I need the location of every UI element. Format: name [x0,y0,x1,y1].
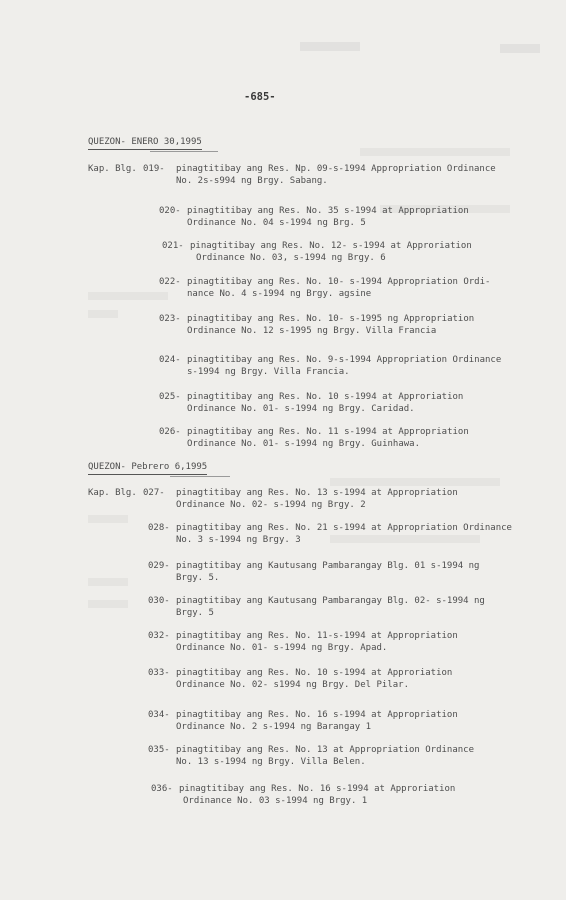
entry-number: 029- [148,561,170,571]
entry-line-1: pinagtitibay ang Res. No. 16 s-1994 at Approriation [179,784,456,794]
entry-number: 024- [159,355,181,365]
entry-number: 022- [159,277,181,287]
entry-number: 026- [159,427,181,437]
entry-line-1: pinagtitibay ang Kautusang Pambarangay Blg. 01 s-1994 ng [176,561,480,571]
entry-line-1: pinagtitibay ang Res. No. 16 s-1994 at Appropriation [176,710,458,720]
resolution-entry [148,709,560,735]
resolution-entry [159,276,559,302]
entry-number: 020- [159,206,181,216]
entry-line-2: Ordinance No. 03, s-1994 ng Brgy. 6 [196,253,386,263]
entry-number: 028- [148,523,170,533]
entry-line-1: pinagtitibay ang Res. No. 10- s-1994 Appropriation Ordi- [187,277,491,287]
entry-line-1: pinagtitibay ang Res. No. 13 s-1994 at Appropriation [176,488,458,498]
entry-number: 025- [159,392,181,402]
entry-number: 030- [148,596,170,606]
resolution-entry [159,426,559,452]
resolution-entry [148,744,560,770]
entry-number: 021- [162,241,184,251]
resolution-entry [162,240,562,266]
resolution-entry [159,391,559,417]
entry-prefix: Kap. Blg. [88,488,137,498]
entry-line-2: Brgy. 5 [176,608,214,618]
entry-line-1: pinagtitibay ang Res. No. 9-s-1994 Appropriation Ordinance [187,355,502,365]
resolution-entry [88,487,558,513]
resolution-entry [148,667,560,693]
entry-line-2: Ordinance No. 03 s-1994 ng Brgy. 1 [183,796,368,806]
resolution-entry [148,595,560,621]
entry-line-2: Ordinance No. 01- s-1994 ng Brgy. Caridad. [187,404,415,414]
entry-line-1: pinagtitibay ang Res. No. 10 s-1994 at Approriation [176,668,453,678]
entry-line-1: pinagtitibay ang Res. No. 11-s-1994 at Appropriation [176,631,458,641]
entry-line-2: Ordinance No. 01- s-1994 ng Brgy. Apad. [176,643,388,653]
entry-line-2: Ordinance No. 02- s1994 ng Brgy. Del Pilar. [176,680,409,690]
resolution-entry [148,560,560,586]
entry-line-2: Ordinance No. 04 s-1994 ng Brg. 5 [187,218,366,228]
resolution-entry [148,522,560,548]
entry-number: 019- [143,164,165,174]
entry-line-2: No. 3 s-1994 ng Brgy. 3 [176,535,301,545]
heading-underline-extension [150,151,218,152]
entry-prefix: Kap. Blg. [88,164,137,174]
section-heading-enero: QUEZON- ENERO 30,1995 [88,137,202,150]
entry-number: 032- [148,631,170,641]
entry-number: 034- [148,710,170,720]
entry-number: 036- [151,784,173,794]
entry-line-1: pinagtitibay ang Res. No. 10 s-1994 at Approriation [187,392,464,402]
entry-line-2: No. 13 s-1994 ng Brgy. Villa Belen. [176,757,366,767]
entry-line-1: pinagtitibay ang Res. No. 10- s-1995 ng Appropriation [187,314,475,324]
entry-line-2: nance No. 4 s-1994 ng Brgy. agsine [187,289,372,299]
entry-line-2: Ordinance No. 01- s-1994 ng Brgy. Guinhawa. [187,439,420,449]
entry-line-2: Brgy. 5. [176,573,220,583]
entry-line-1: pinagtitibay ang Res. No. 21 s-1994 at Appropriation Ordinance [176,523,512,533]
entry-number: 035- [148,745,170,755]
resolution-entry [151,783,563,809]
entry-line-1: pinagtitibay ang Res. No. 12- s-1994 at Approriation [190,241,472,251]
entry-line-2: s-1994 ng Brgy. Villa Francia. [187,367,350,377]
resolution-entry [159,354,564,380]
entry-line-2: No. 2s-s994 ng Brgy. Sabang. [176,176,328,186]
page-number: -685- [244,91,276,103]
entry-number: 033- [148,668,170,678]
heading-underline-extension [170,476,230,477]
section-heading-pebrero: QUEZON- Pebrero 6,1995 [88,462,207,475]
entry-number: 027- [143,488,165,498]
entry-line-1: pinagtitibay ang Res. No. 11 s-1994 at Appropriation [187,427,469,437]
resolution-entry [159,205,559,231]
entry-line-1: pinagtitibay ang Res. No. 13 at Appropriation Ordinance [176,745,475,755]
resolution-entry [148,630,560,656]
entry-line-2: Ordinance No. 12 s-1995 ng Brgy. Villa Francia [187,326,437,336]
entry-line-2: Ordinance No. 02- s-1994 ng Brgy. 2 [176,500,366,510]
entry-number: 023- [159,314,181,324]
resolution-entry [88,163,558,189]
entry-line-2: Ordinance No. 2 s-1994 ng Barangay 1 [176,722,372,732]
entry-line-1: pinagtitibay ang Res. Np. 09-s-1994 Appropriation Ordinance [176,164,496,174]
resolution-entry [159,313,559,339]
entry-line-1: pinagtitibay ang Res. No. 35 s-1994 at Appropriation [187,206,469,216]
entry-line-1: pinagtitibay ang Kautusang Pambarangay Blg. 02- s-1994 ng [176,596,485,606]
